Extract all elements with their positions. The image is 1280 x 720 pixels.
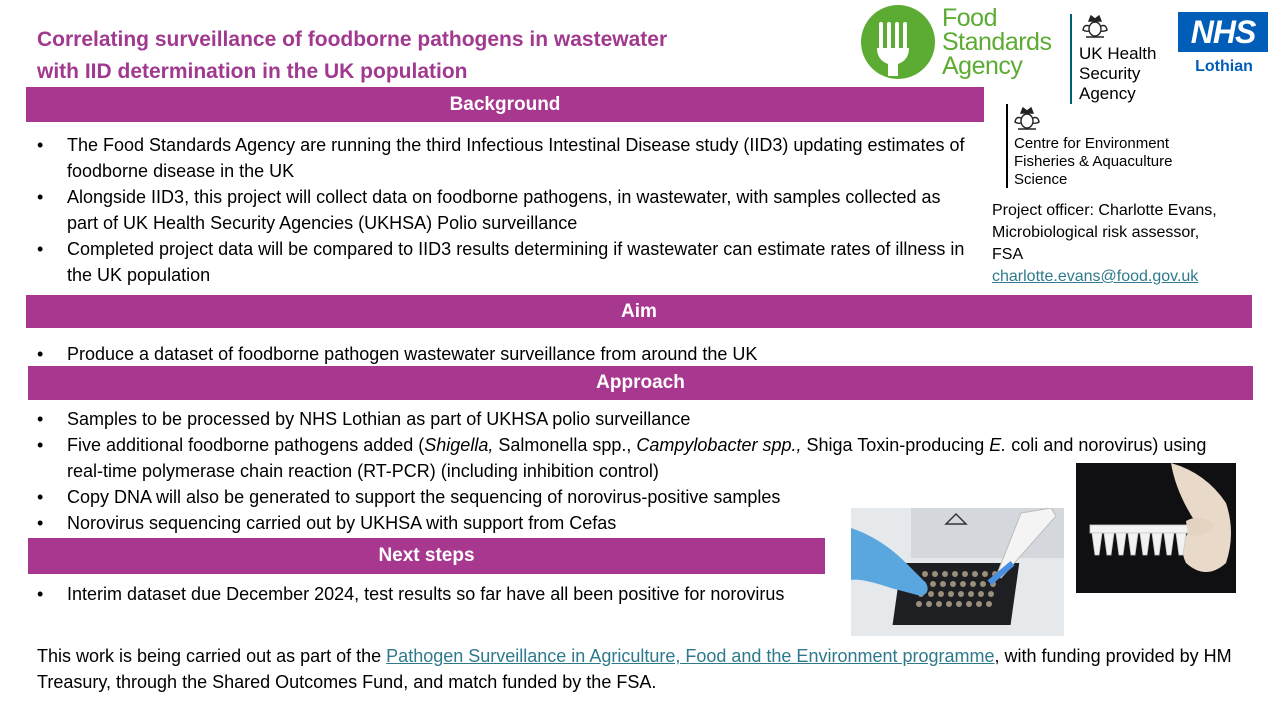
background-list — [37, 132, 972, 288]
section-heading-background: Background — [26, 87, 984, 122]
fsa-logo-line-3: Agency — [942, 52, 1023, 80]
contact-line-3: FSA — [992, 246, 1024, 263]
nhs-mark: NHS — [1178, 12, 1268, 52]
section-heading-aim: Aim — [26, 295, 1252, 328]
pcr-tubes-photo — [1076, 463, 1236, 593]
list-item: • Interim dataset due December 2024, test results so far have all been positive for norovirus — [37, 581, 807, 607]
list-item: • Norovirus sequencing carried out by UKHSA with support from Cefas — [37, 510, 1237, 536]
list-item: • Produce a dataset of foodborne pathogen wastewater surveillance from around the UK — [37, 341, 1247, 367]
cefas-logo-line-1: Centre for Environment — [1014, 135, 1170, 152]
approach-text-3: Shiga Toxin-producing — [801, 435, 990, 455]
nhs-lothian-name: Lothian — [1195, 58, 1253, 75]
nhs-lothian-logo — [1176, 12, 1272, 82]
pcr-tube-strip-image — [1076, 463, 1236, 593]
approach-text-campylobacter: Campylobacter spp., — [636, 435, 802, 455]
ukhsa-rule — [1070, 14, 1072, 104]
approach-text-2: Salmonella spp., — [493, 435, 637, 455]
ukhsa-logo-line-3: Agency — [1079, 84, 1136, 103]
contact-email-link[interactable]: charlotte.evans@food.gov.uk — [992, 268, 1199, 285]
cefas-rule — [1006, 104, 1008, 188]
fsa-logo-line-1: Food — [942, 4, 997, 32]
cefas-logo — [1006, 104, 1216, 192]
fsa-logo-line-2: Standards — [942, 28, 1052, 56]
approach-text-e: E. — [989, 435, 1007, 455]
contact-block — [992, 200, 1272, 288]
ukhsa-logo-line-1: UK Health — [1079, 44, 1157, 63]
funding-footer — [37, 643, 1257, 695]
section-heading-next-steps: Next steps — [28, 538, 825, 574]
list-item — [37, 432, 1237, 484]
list-item: • Completed project data will be compared to IID3 results determining if wastewater can estimate rates of illness in the UK population — [37, 236, 972, 288]
royal-crest-icon — [1012, 104, 1042, 132]
programme-link[interactable]: Pathogen Surveillance in Agriculture, Food and the Environment programme — [386, 646, 995, 666]
aim-list — [37, 341, 1247, 367]
ukhsa-logo-line-2: Security — [1079, 64, 1141, 83]
title-line-2: with IID determination in the UK population — [37, 60, 468, 83]
lab-plate-photo — [851, 508, 1064, 636]
approach-text-shigella: Shigella, — [424, 435, 494, 455]
section-heading-approach: Approach — [28, 366, 1253, 400]
cefas-logo-line-3: Science — [1014, 171, 1068, 188]
pipetting-plate-image — [851, 508, 1064, 636]
footer-text-post: , with funding provided by HM Treasury, through the Shared Outcomes Fund, and match funded by the FSA. — [37, 646, 1232, 692]
fsa-logo — [858, 4, 1058, 80]
contact-line-2: Microbiological risk assessor, — [992, 224, 1200, 241]
footer-text-pre: This work is being carried out as part of the — [37, 646, 387, 666]
approach-text-1: Five additional foodborne pathogens added ( — [67, 435, 425, 455]
contact-line-1: Project officer: Charlotte Evans, — [992, 202, 1217, 219]
royal-crest-icon — [1080, 12, 1110, 40]
ukhsa-logo — [1070, 12, 1170, 108]
cefas-logo-line-2: Fisheries & Aquaculture — [1014, 153, 1173, 170]
next-steps-list — [37, 581, 807, 607]
list-item: • Samples to be processed by NHS Lothian as part of UKHSA polio surveillance — [37, 406, 1237, 432]
list-item: • Alongside IID3, this project will collect data on foodborne pathogens, in wastewater, with samples collected as part of UK Health Security Agencies (UKHSA) Polio surveillance — [37, 184, 972, 236]
approach-text-4: coli and norovirus) using real-time polymerase chain reaction (RT-PCR) (including inhibition control) — [67, 435, 1207, 481]
title-line-1: Correlating surveillance of foodborne pathogens in wastewater — [37, 28, 668, 51]
page-title — [37, 24, 837, 88]
fsa-fork-icon — [860, 4, 936, 80]
list-item: • The Food Standards Agency are running the third Infectious Intestinal Disease study (IID3) updating estimates of foodborne disease in the UK — [37, 132, 972, 184]
list-item: • Copy DNA will also be generated to support the sequencing of norovirus-positive samples — [37, 484, 1237, 510]
